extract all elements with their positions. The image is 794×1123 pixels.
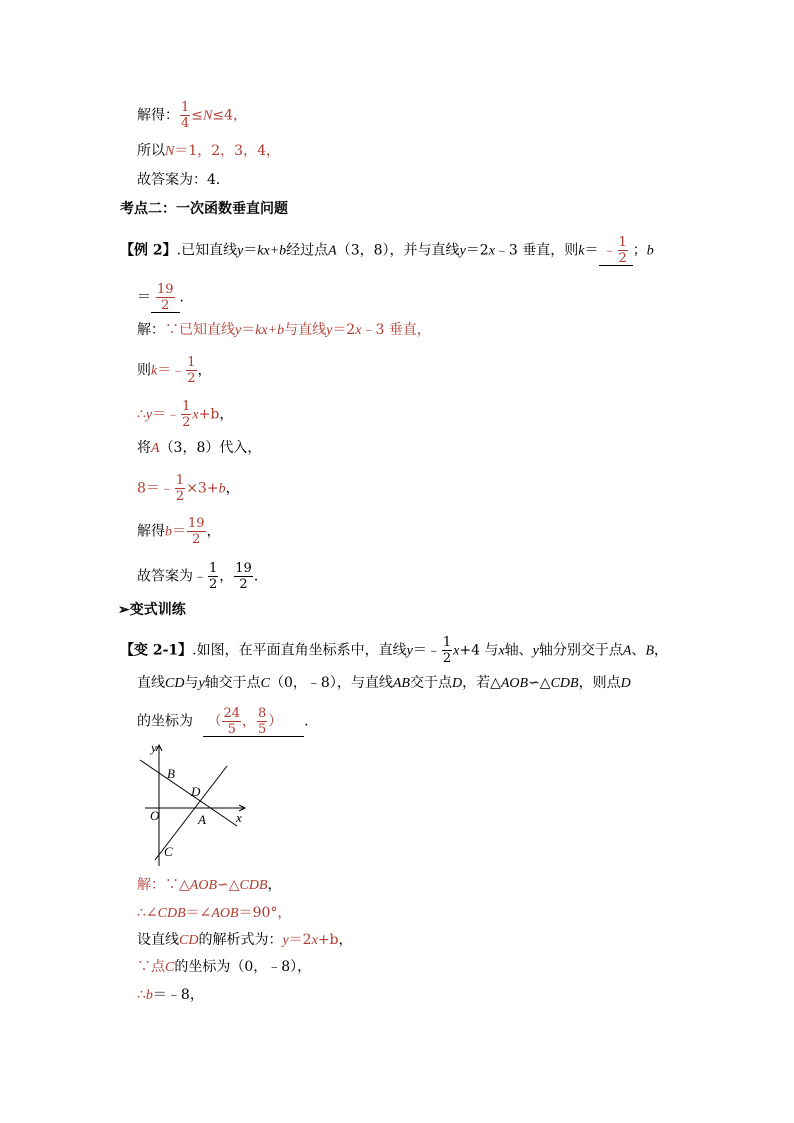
text: 解得： — [137, 107, 179, 124]
ex2-solution-line1: 解：∵已知直线y＝kx+b与直线y＝2x﹣3 垂直， — [137, 322, 431, 338]
variant-heading: ➢变式训练 — [118, 602, 186, 618]
ex1-answer-line: 故答案为：4． — [137, 172, 230, 188]
variant-solution-line2: ∴∠CDB＝∠AOB＝90°， — [137, 905, 292, 921]
variant-solution-line4: ∵点C的坐标为（0，﹣8）， — [137, 959, 312, 975]
label-b: B — [167, 766, 175, 781]
label-a: A — [198, 812, 206, 827]
ex2-solution-line5: 8＝﹣ $\frac{1}{2}$ ×3+b， — [137, 473, 240, 504]
example2-question-line2: ＝ $\frac{19}{2}$ ． — [137, 282, 194, 313]
ex2-answer-line: 故答案为﹣ $\frac{1}{2}$ ， $\frac{19}{2}$ ． — [137, 561, 268, 592]
label-d: D — [191, 784, 201, 799]
label-c: C — [164, 844, 173, 859]
label-y: y — [151, 740, 157, 755]
fraction: $\frac{1}{4}$ — [181, 100, 190, 131]
ex2-solution-line4: 将A（3，8）代入， — [137, 440, 262, 456]
label-x: x — [236, 810, 242, 825]
variant-solution-line1: 解：∵△AOB∽△CDB， — [137, 877, 282, 893]
ex2-solution-line3: ∴y＝﹣ $\frac{1}{2}$ x+b， — [137, 399, 234, 430]
answer-blank-b: $\frac{19}{2}$ — [151, 283, 180, 313]
variant-tag: 【变 2-1】 — [120, 642, 193, 659]
coordinate-figure — [135, 738, 260, 868]
variant-solution-line3: 设直线CD的解析式为：y＝2x+b， — [137, 932, 353, 948]
variant-question-line2: 直线CD与y轴交于点C（0，﹣8），与直线AB交于点D，若△AOB∽△CDB，则点D — [137, 675, 631, 691]
ex1-line-1: 解得： $\frac{1}{4}$ ≤N≤4， — [137, 100, 247, 131]
variant-question-line3: 的坐标为 （ $\frac{24}{5}$ ， $\frac{8}{5}$ ） ． — [137, 706, 319, 737]
answer-blank-k: ﹣ $\frac{1}{2}$ — [599, 236, 633, 266]
example-tag: 【例 2】 — [120, 242, 177, 259]
section-title: 考点二：一次函数垂直问题 — [120, 201, 288, 217]
ex2-solution-line2: 则k＝﹣ $\frac{1}{2}$ ， — [137, 355, 212, 386]
variant-question-line1: 【变 2-1】.如图，在平面直角坐标系中，直线y＝﹣ $\frac{1}{2}$ x+4 与x轴、y轴分别交于点A、B， — [120, 635, 668, 666]
example2-question-line1: 【例 2】.已知直线y＝kx+b经过点A（3，8），并与直线y＝2x﹣3 垂直，则k＝ ﹣ $\frac{1}{2}$ ；b — [120, 235, 654, 266]
ex1-line-2: 所以N＝1，2，3，4， — [137, 143, 280, 159]
ex2-solution-line6: 解得b＝ $\frac{19}{2}$ ， — [137, 516, 221, 547]
answer-blank-d: （ $\frac{24}{5}$ ， $\frac{8}{5}$ ） — [203, 707, 304, 737]
label-o: O — [150, 808, 160, 823]
variant-solution-line5: ∴b＝﹣8， — [137, 987, 204, 1003]
